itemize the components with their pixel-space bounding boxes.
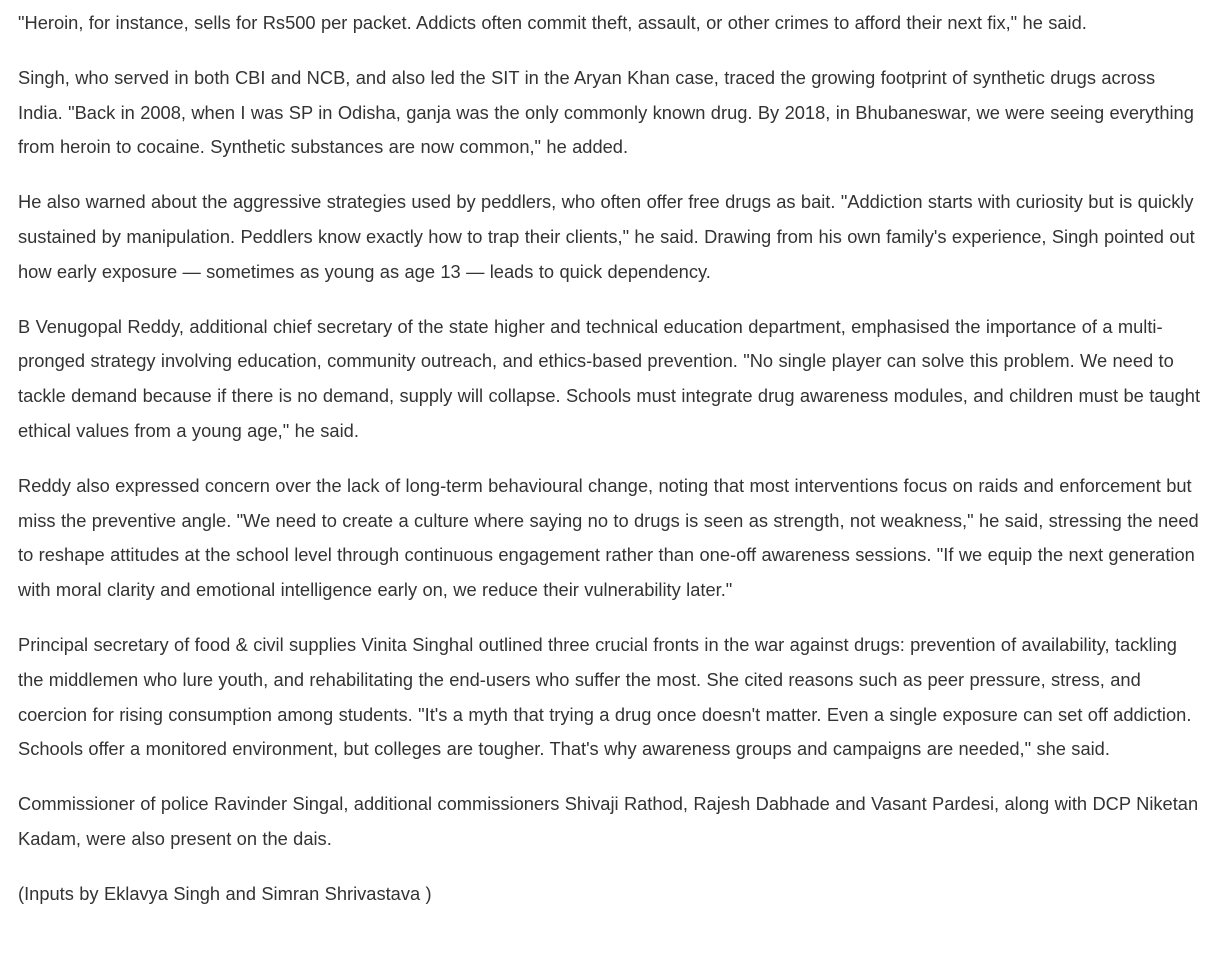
article-paragraph: "Heroin, for instance, sells for Rs500 per packet. Addicts often commit theft, assault, or other crimes to afford their next fix," he said. <box>18 12 1087 33</box>
article-body <box>18 6 1204 932</box>
article-paragraph: Commissioner of police Ravinder Singal, additional commissioners Shivaji Rathod, Rajesh Dabhade and Vasant Pardesi, along with DCP Niketan Kadam, were also present on the dais. <box>18 793 1199 849</box>
article-paragraph: Reddy also expressed concern over the lack of long-term behavioural change, noting that most interventions focus on raids and enforcement but miss the preventive angle. "We need to create a culture where saying no to drugs is seen as strength, not weakness," he said, stressing the need to reshape attitudes at the school level through continuous engagement rather than one-off awareness sessions. "If we equip the next generation with moral clarity and emotional intelligence early on, we reduce their vulnerability later." <box>18 474 1199 601</box>
article-paragraph: B Venugopal Reddy, additional chief secretary of the state higher and technical education department, emphasised the importance of a multi-pronged strategy involving education, community outreach, and ethics-based prevention. "No single player can solve this problem. We need to tackle demand because if there is no demand, supply will collapse. Schools must integrate drug awareness modules, and children must be taught ethical values from a young age," he said. <box>18 315 1201 441</box>
article-paragraph: Principal secretary of food & civil supplies Vinita Singhal outlined three crucial fronts in the war against drugs: prevention of availability, tackling the middlemen who lure youth, and rehabilitating the end-users who suffer the most. She cited reasons such as peer pressure, stress, and coercion for rising consumption among students. "It's a myth that trying a drug once doesn't matter. Even a single exposure can set off addiction. Schools offer a monitored environment, but colleges are tougher. That's why awareness groups and campaigns are needed," she said. <box>18 633 1192 760</box>
article-paragraph: Singh, who served in both CBI and NCB, and also led the SIT in the Aryan Khan case, traced the growing footprint of synthetic drugs across India. "Back in 2008, when I was SP in Odisha, ganja was the only commonly known drug. By 2018, in Bhubaneswar, we were seeing everything from heroin to cocaine. Synthetic substances are now common," he added. <box>18 66 1194 158</box>
article-paragraph: He also warned about the aggressive strategies used by peddlers, who often offer free drugs as bait. "Addiction starts with curiosity but is quickly sustained by manipulation. Peddlers know exactly how to trap their clients," he said. Drawing from his own family's experience, Singh pointed out how early exposure — sometimes as young as age 13 — leads to quick dependency. <box>18 191 1195 282</box>
article-credits: (Inputs by Eklavya Singh and Simran Shrivastava ) <box>18 882 432 904</box>
